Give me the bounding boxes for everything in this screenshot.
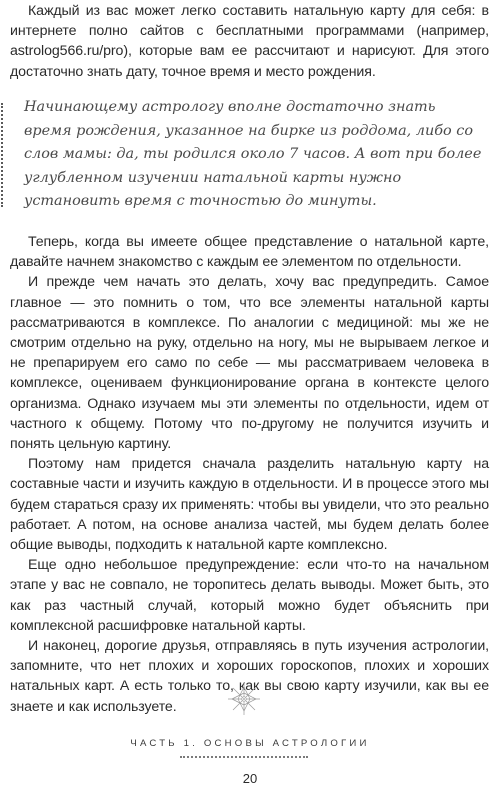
body-paragraph-5: И наконец, дорогие друзья, отправляясь в путь изучения астрологии, запомните, что нет плохих и хороших гороскопов, плохих и хороших натальных карт. А есть только то, как вы свою карту изучили, как вы ее знаете и как используете. bbox=[10, 638, 489, 715]
body-section bbox=[10, 232, 489, 717]
star-ornament-icon bbox=[227, 682, 261, 716]
body-paragraph-3: Поэтому нам придется сначала разделить натальную карту на составные части и изучить каждую в отдельности. И в процессе этого мы будем стараться сразу их применять: чтобы вы увидели, что это реально работает. А потом, на основе анализа частей, мы будем делать более общие выводы, подходить к натальной карте комплексно. bbox=[10, 456, 489, 554]
footer-dotted-rule bbox=[180, 756, 308, 758]
chapter-running-title: ЧАСТЬ 1. ОСНОВЫ АСТРОЛОГИИ bbox=[130, 738, 370, 749]
intro-paragraph: Каждый из вас может легко составить натальную карту для себя: в интернете полно сайтов с бесплатными программами (например, astrolog566.ru/pro), которые вам ее рассчитают и нарисуют. Для этого достаточно знать дату, точное время и место рождения. bbox=[10, 3, 489, 80]
body-paragraph-1: Теперь, когда вы имеете общее представление о натальной карте, давайте начнем знакомство с каждым ее элементом по отдельности. bbox=[10, 234, 489, 271]
body-paragraph-2: И прежде чем начать это делать, хочу вас предупредить. Самое главное — это помнить о том, что все элементы натальной карты рассматриваются в комплексе. По аналогии с медициной: мы же не смотрим отдельно на руку, отдельно на ногу, мы не вырываем легкое и не препарируем его само по себе — мы рассматриваем человека в комплексе, оцениваем функционирование органа в контексте целого организма. Однако изучаем мы эти элементы по отдельности, идем от частного к общему. Потому что по-другому не получится изучить и понять цельную картину. bbox=[10, 274, 489, 453]
quote-dotted-border bbox=[1, 103, 3, 207]
quote-text: Начинающему астрологу вполне достаточно знать время рождения, указанное на бирке из роддома, либо со слов мамы: да, ты родился около 7 часов. А вот при более углубленном изучении натальной карты нужно установить время с точностью до минуты. bbox=[24, 99, 482, 209]
intro-section bbox=[10, 1, 489, 82]
body-paragraph-4: Еще одно небольшое предупреждение: если что-то на начальном этапе у вас не совпало, не торопитесь делать выводы. Может быть, это как раз частный случай, который можно будет объяснить при комплексной расшифровке натальной карты. bbox=[10, 557, 489, 634]
page-number: 20 bbox=[242, 771, 258, 786]
pull-quote bbox=[0, 96, 490, 214]
